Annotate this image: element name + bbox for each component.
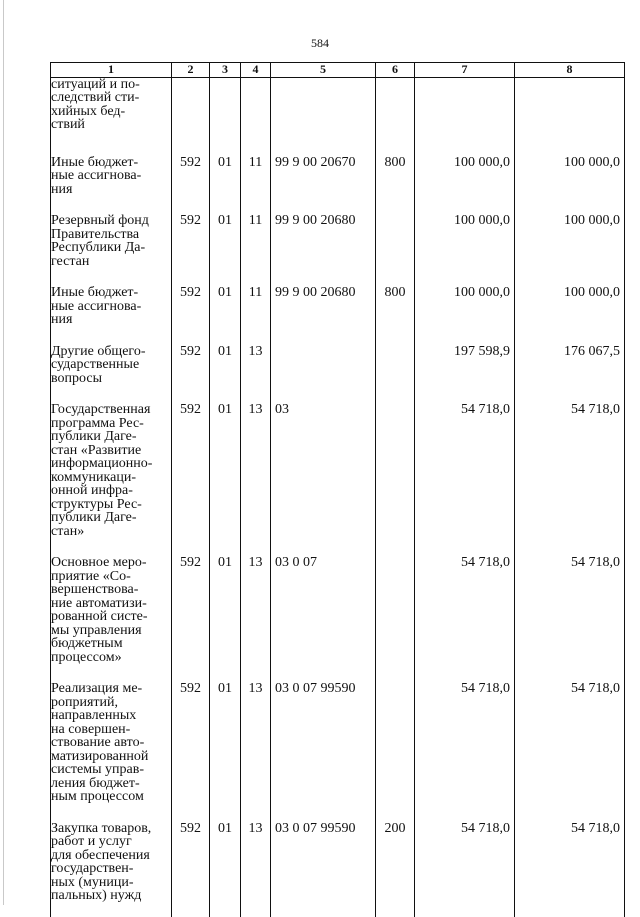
target-article-code-cell: 99 9 00 20670: [271, 156, 376, 215]
item-name-cell: Закупка товаров, работ и услуг для обеспечения государствен- ных (муници- пальных) нужд: [51, 822, 172, 917]
target-article-code-cell: 03 0 07 99590: [271, 682, 376, 822]
subsection-code-cell: 13: [241, 345, 271, 404]
item-name-cell: Другие общего- сударственные вопросы: [51, 345, 172, 404]
ministry-code-cell: [172, 77, 210, 156]
amount-col8-cell: [515, 77, 625, 156]
column-header-1: 1: [51, 63, 172, 78]
section-code-cell: 01: [210, 286, 241, 345]
table-row: [51, 403, 625, 556]
item-name-cell: ситуаций и по- следствий сти- хийных бед- ствий: [51, 77, 172, 156]
item-name-cell: Основное меро- приятие «Со- вершенствова- ние автоматизи- рованной систе- мы управления бюджетным процессом»: [51, 556, 172, 682]
section-code-cell: [210, 77, 241, 156]
target-article-code-cell: 99 9 00 20680: [271, 286, 376, 345]
target-article-code-cell: [271, 345, 376, 404]
expense-type-code-cell: 800: [376, 286, 415, 345]
subsection-code-cell: 11: [241, 286, 271, 345]
table-row: [51, 822, 625, 917]
left-margin-line: [3, 0, 4, 905]
amount-col7-cell: 54 718,0: [415, 822, 515, 917]
budget-table: [50, 62, 625, 917]
ministry-code-cell: 592: [172, 156, 210, 215]
amount-col8-cell: 54 718,0: [515, 682, 625, 822]
target-article-code-cell: 03: [271, 403, 376, 556]
amount-col8-cell: 100 000,0: [515, 286, 625, 345]
expense-type-code-cell: [376, 403, 415, 556]
table-body: [51, 77, 625, 917]
subsection-code-cell: 13: [241, 822, 271, 917]
section-code-cell: 01: [210, 682, 241, 822]
amount-col7-cell: 100 000,0: [415, 286, 515, 345]
table-row: [51, 345, 625, 404]
target-article-code-cell: 99 9 00 20680: [271, 214, 376, 286]
expense-type-code-cell: [376, 345, 415, 404]
section-code-cell: 01: [210, 156, 241, 215]
amount-col8-cell: 54 718,0: [515, 822, 625, 917]
subsection-code-cell: 13: [241, 556, 271, 682]
table-row: [51, 556, 625, 682]
expense-type-code-cell: [376, 682, 415, 822]
column-header-3: 3: [210, 63, 241, 78]
expense-type-code-cell: 800: [376, 156, 415, 215]
expense-type-code-cell: [376, 77, 415, 156]
amount-col8-cell: 54 718,0: [515, 403, 625, 556]
ministry-code-cell: 592: [172, 214, 210, 286]
column-header-8: 8: [515, 63, 625, 78]
table-row: [51, 77, 625, 156]
ministry-code-cell: 592: [172, 345, 210, 404]
amount-col7-cell: 197 598,9: [415, 345, 515, 404]
target-article-code-cell: [271, 77, 376, 156]
item-name-cell: Государственная программа Рес- публики Даге- стан «Развитие информационно- коммуникаци- онной инфра- структуры Рес- публики Даге- стан»: [51, 403, 172, 556]
table-row: [51, 682, 625, 822]
amount-col7-cell: [415, 77, 515, 156]
item-name-cell: Иные бюджет- ные ассигнова- ния: [51, 156, 172, 215]
amount-col7-cell: 100 000,0: [415, 156, 515, 215]
section-code-cell: 01: [210, 822, 241, 917]
column-header-5: 5: [271, 63, 376, 78]
section-code-cell: 01: [210, 403, 241, 556]
target-article-code-cell: 03 0 07 99590: [271, 822, 376, 917]
subsection-code-cell: 13: [241, 682, 271, 822]
ministry-code-cell: 592: [172, 403, 210, 556]
amount-col8-cell: 100 000,0: [515, 214, 625, 286]
item-name-cell: Иные бюджет- ные ассигнова- ния: [51, 286, 172, 345]
column-header-6: 6: [376, 63, 415, 78]
table-row: [51, 156, 625, 215]
expense-type-code-cell: [376, 214, 415, 286]
amount-col7-cell: 54 718,0: [415, 682, 515, 822]
ministry-code-cell: 592: [172, 822, 210, 917]
table-row: [51, 286, 625, 345]
section-code-cell: 01: [210, 214, 241, 286]
column-header-7: 7: [415, 63, 515, 78]
amount-col8-cell: 54 718,0: [515, 556, 625, 682]
column-header-2: 2: [172, 63, 210, 78]
amount-col8-cell: 176 067,5: [515, 345, 625, 404]
item-name-cell: Реализация ме- роприятий, направленных на совершен- ствование авто- матизированной системы управ- ления бюджет- ным процессом: [51, 682, 172, 822]
header-row: [51, 63, 625, 78]
amount-col7-cell: 54 718,0: [415, 556, 515, 682]
page-number: 584: [311, 36, 329, 50]
subsection-code-cell: [241, 77, 271, 156]
section-code-cell: 01: [210, 556, 241, 682]
target-article-code-cell: 03 0 07: [271, 556, 376, 682]
amount-col7-cell: 54 718,0: [415, 403, 515, 556]
subsection-code-cell: 13: [241, 403, 271, 556]
amount-col8-cell: 100 000,0: [515, 156, 625, 215]
amount-col7-cell: 100 000,0: [415, 214, 515, 286]
table-row: [51, 214, 625, 286]
subsection-code-cell: 11: [241, 156, 271, 215]
section-code-cell: 01: [210, 345, 241, 404]
item-name-cell: Резервный фонд Правительства Республики Да- гестан: [51, 214, 172, 286]
ministry-code-cell: 592: [172, 682, 210, 822]
expense-type-code-cell: 200: [376, 822, 415, 917]
column-header-4: 4: [241, 63, 271, 78]
ministry-code-cell: 592: [172, 556, 210, 682]
expense-type-code-cell: [376, 556, 415, 682]
subsection-code-cell: 11: [241, 214, 271, 286]
ministry-code-cell: 592: [172, 286, 210, 345]
